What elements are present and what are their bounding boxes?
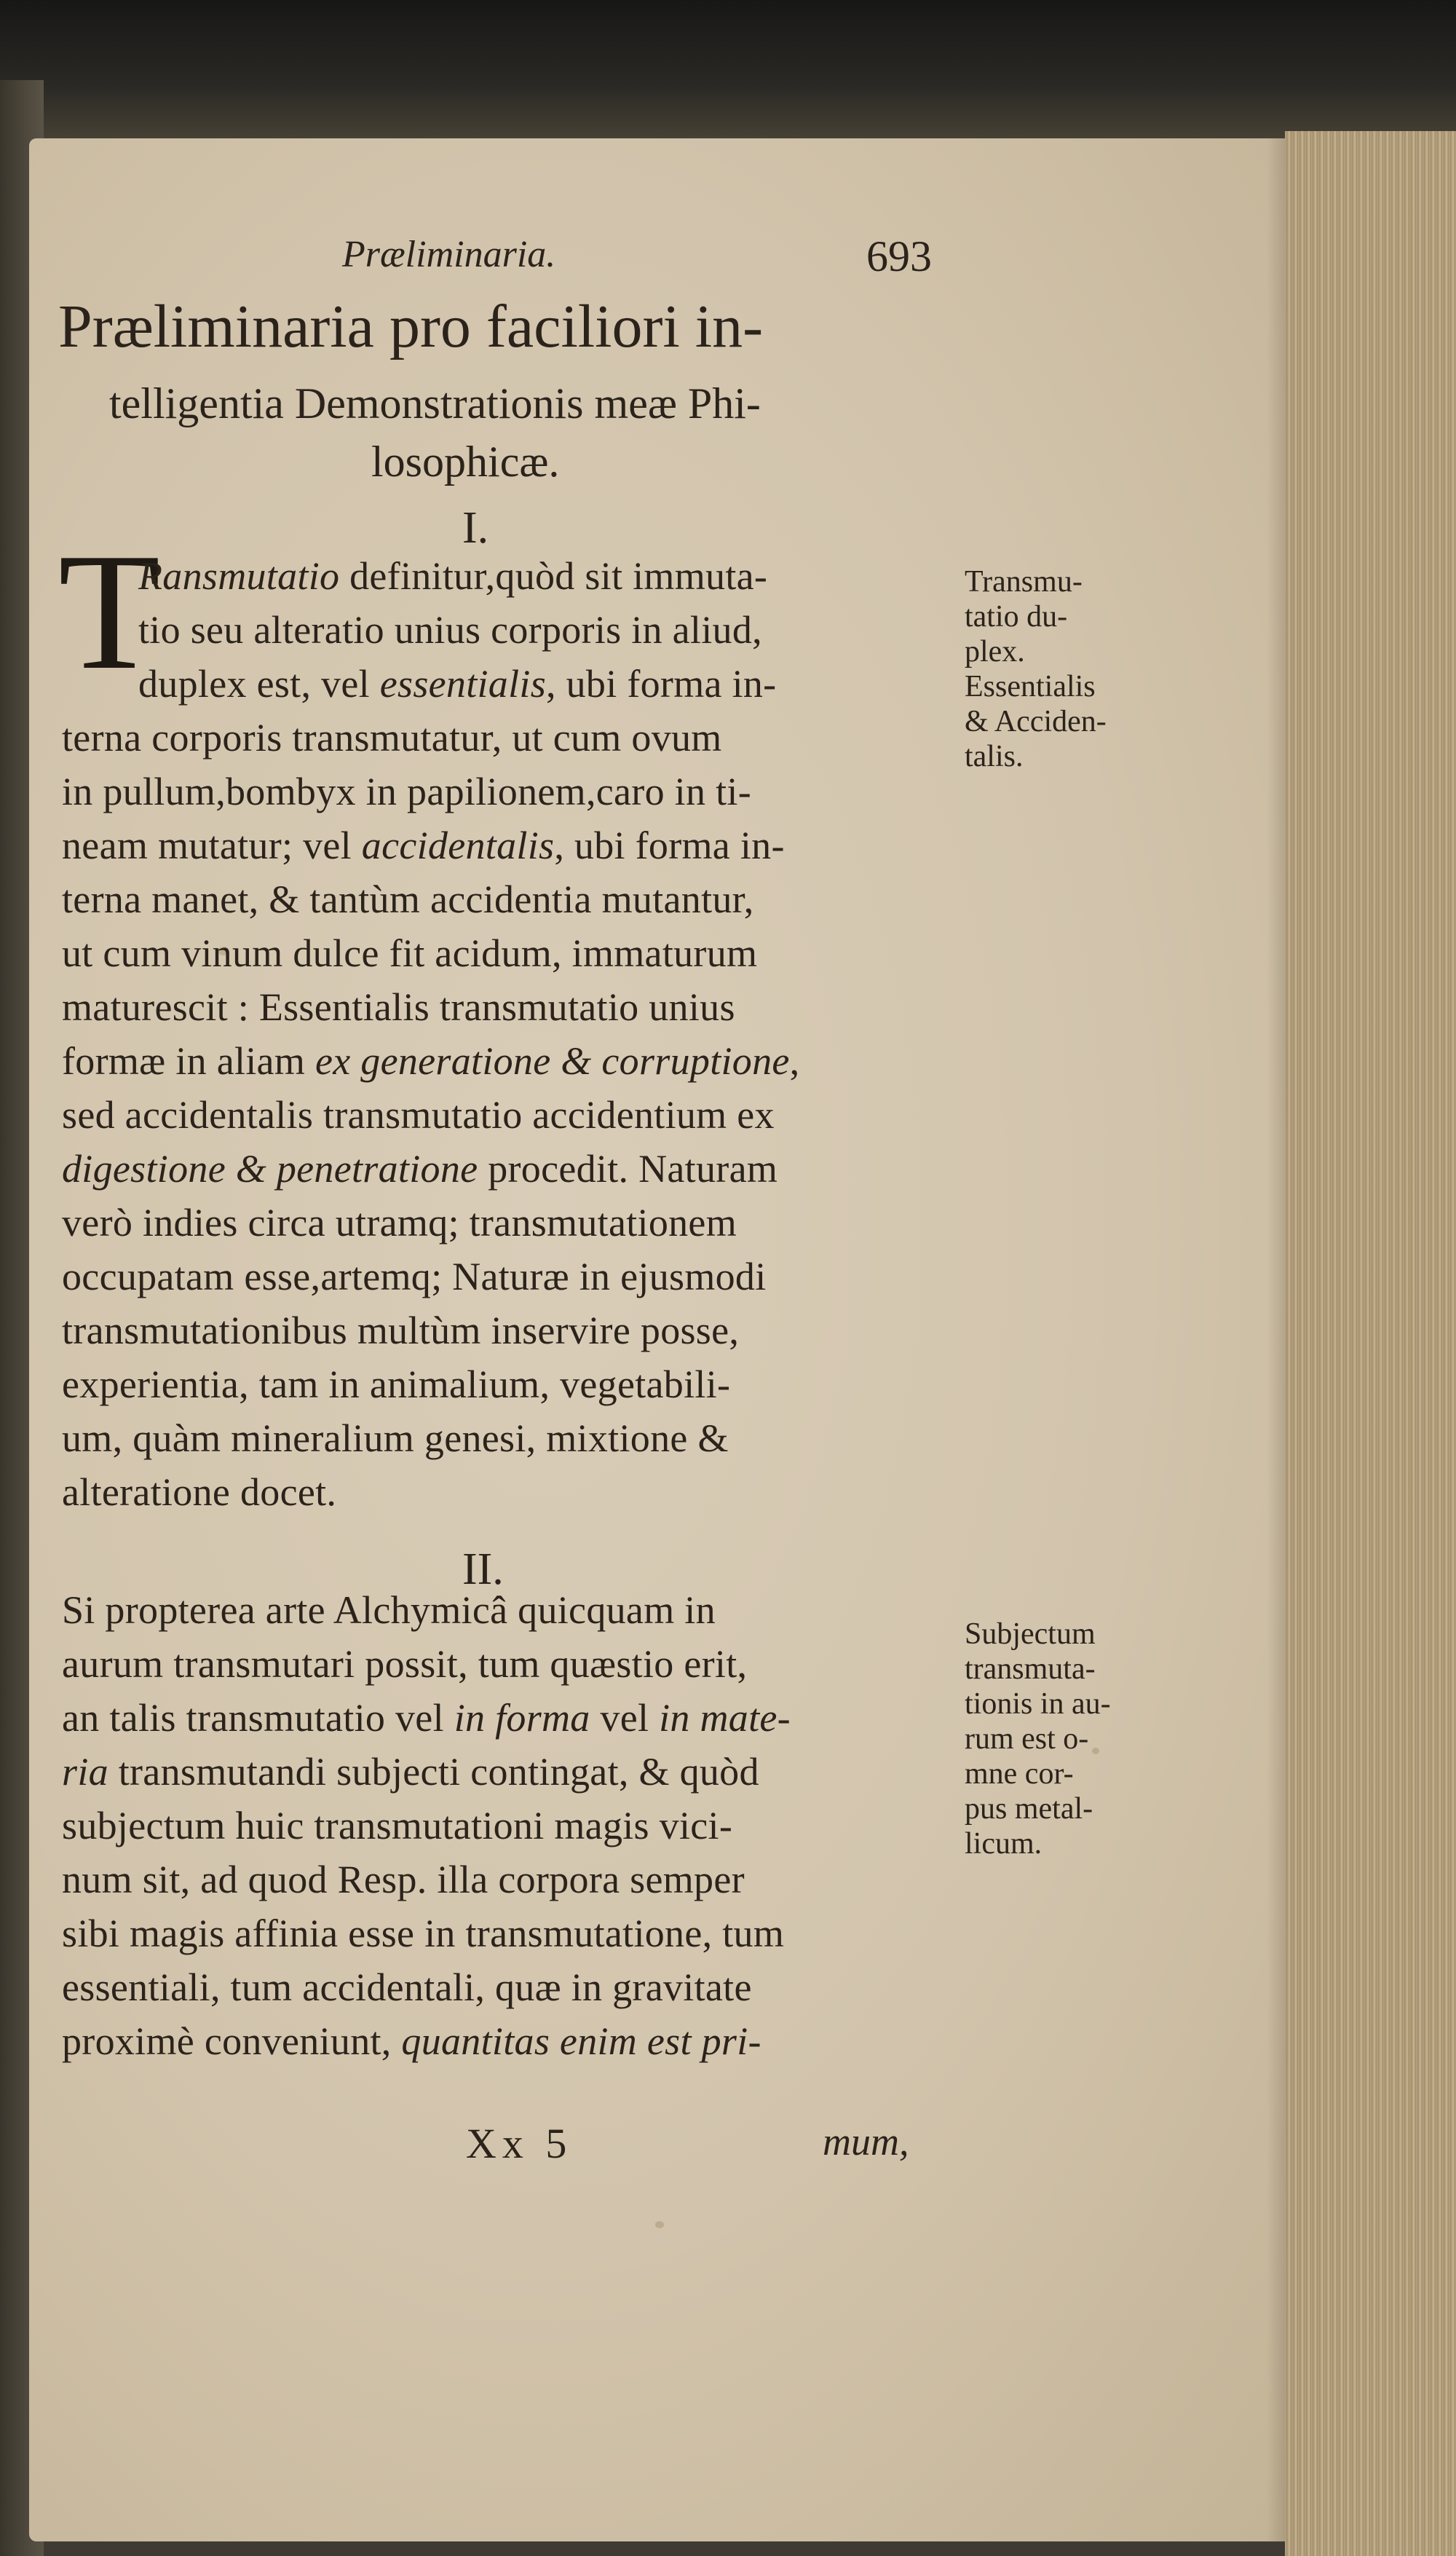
text-run: sibi magis affinia esse in transmutatione, tum bbox=[62, 1912, 785, 1955]
book-cover-top bbox=[0, 0, 1456, 153]
section-number-2: II. bbox=[462, 1545, 504, 1594]
margin-note-line: rum est o- bbox=[965, 1722, 1089, 1756]
text-run: essentiali, tum accidentali, quæ in gravitate bbox=[62, 1965, 752, 2009]
text-line bbox=[138, 553, 767, 599]
margin-note-line: Transmu- bbox=[965, 565, 1083, 599]
catchword: mum, bbox=[823, 2120, 909, 2163]
text-run: definitur,quòd sit immuta- bbox=[339, 554, 768, 598]
italic-run: essentialis bbox=[379, 662, 547, 706]
paper-stain bbox=[1092, 1748, 1099, 1754]
title-line-1: Præliminaria pro faciliori in- bbox=[58, 293, 764, 360]
text-line bbox=[138, 661, 776, 706]
text-run: ut cum vinum dulce fit acidum, immaturum bbox=[62, 931, 758, 975]
text-run: formæ in aliam bbox=[62, 1039, 315, 1083]
margin-note-line: talis. bbox=[965, 740, 1024, 773]
margin-note-line: & Acciden- bbox=[965, 705, 1107, 738]
text-run: neam mutatur; vel bbox=[62, 824, 362, 867]
text-line bbox=[62, 1038, 799, 1084]
italic-run: quantitas enim est pri- bbox=[401, 2019, 761, 2063]
text-line bbox=[62, 769, 751, 814]
italic-run: in mate- bbox=[659, 1696, 791, 1740]
text-run: transmutandi subjecti contingat, & quòd bbox=[108, 1750, 759, 1794]
margin-note-line: transmuta- bbox=[965, 1652, 1096, 1686]
running-title: Præliminaria. bbox=[342, 234, 556, 275]
margin-note-line: licum. bbox=[965, 1827, 1042, 1861]
text-run: verò indies circa utramq; transmutationem bbox=[62, 1201, 737, 1245]
text-line bbox=[62, 1200, 737, 1245]
text-run: duplex est, vel bbox=[138, 662, 380, 706]
text-run: subjectum huic transmutationi magis vici- bbox=[62, 1804, 733, 1847]
margin-note-line: Essentialis bbox=[965, 670, 1096, 703]
text-run: aurum transmutari possit, tum quæstio erit, bbox=[62, 1642, 748, 1686]
text-line bbox=[62, 1470, 336, 1515]
text-line bbox=[62, 1695, 791, 1740]
text-run: an talis transmutatio vel bbox=[62, 1696, 454, 1740]
section-number-1: I. bbox=[462, 503, 489, 553]
italic-run: digestione & penetratione bbox=[62, 1147, 478, 1191]
text-run: vel bbox=[590, 1696, 660, 1740]
text-line bbox=[62, 1416, 729, 1461]
title-line-3: losophicæ. bbox=[371, 438, 560, 486]
italic-run: accidentalis bbox=[361, 824, 555, 867]
text-run: num sit, ad quod Resp. illa corpora semper bbox=[62, 1858, 745, 1901]
text-line bbox=[62, 985, 735, 1030]
text-line bbox=[62, 1965, 752, 2010]
text-line bbox=[62, 2019, 761, 2064]
text-run: , bbox=[789, 1039, 800, 1083]
margin-note-line: Subjectum bbox=[965, 1617, 1096, 1651]
margin-note-line: tatio du- bbox=[965, 600, 1068, 634]
drop-cap-initial: T bbox=[58, 518, 161, 704]
text-run: procedit. Naturam bbox=[478, 1147, 778, 1191]
text-line bbox=[62, 1308, 739, 1353]
text-line bbox=[62, 1362, 730, 1407]
text-run: terna corporis transmutatur, ut cum ovum bbox=[62, 716, 722, 760]
text-run: um, quàm mineralium genesi, mixtione & bbox=[62, 1416, 729, 1460]
text-run: , ubi forma in- bbox=[546, 662, 777, 706]
text-run: , ubi forma in- bbox=[554, 824, 785, 867]
text-line bbox=[62, 1641, 747, 1687]
text-line bbox=[62, 823, 785, 868]
italic-run: ex generatione & corruptione bbox=[314, 1039, 790, 1083]
text-run: tio seu alteratio unius corporis in aliud, bbox=[138, 608, 762, 652]
text-run: maturescit : Essentialis transmutatio unius bbox=[62, 985, 735, 1029]
italic-run: Ransmutatio bbox=[138, 554, 340, 598]
margin-note-line: tionis in au- bbox=[965, 1687, 1111, 1721]
text-line bbox=[62, 1857, 745, 1902]
text-run: occupatam esse,artemq; Naturæ in ejusmodi bbox=[62, 1255, 767, 1298]
text-line bbox=[62, 1254, 767, 1299]
paper-stain bbox=[655, 2221, 664, 2228]
text-line bbox=[62, 1803, 732, 1848]
text-line bbox=[62, 715, 722, 760]
italic-run: in forma bbox=[454, 1696, 590, 1740]
margin-note-line: pus metal- bbox=[965, 1792, 1093, 1826]
margin-note-line: mne cor- bbox=[965, 1757, 1074, 1791]
text-run: sed accidentalis transmutatio accidentium ex bbox=[62, 1093, 775, 1137]
signature-mark: Xx 5 bbox=[466, 2120, 573, 2167]
text-run: transmutationibus multùm inservire posse, bbox=[62, 1309, 740, 1352]
text-line bbox=[62, 1911, 784, 1956]
text-line bbox=[62, 1587, 716, 1633]
italic-run: ria bbox=[62, 1750, 108, 1794]
text-line bbox=[62, 1146, 778, 1191]
page-number: 693 bbox=[866, 232, 932, 280]
text-run: terna manet, & tantùm accidentia mutantur, bbox=[62, 877, 754, 921]
text-line bbox=[62, 931, 757, 976]
text-run: in pullum,bombyx in papilionem,caro in ti- bbox=[62, 770, 751, 813]
text-run: Si propterea arte Alchymicâ quicquam in bbox=[62, 1588, 716, 1632]
text-run: experientia, tam in animalium, vegetabili- bbox=[62, 1362, 731, 1406]
title-line-2: telligentia Demonstrationis meæ Phi- bbox=[109, 379, 761, 427]
text-run: proximè conveniunt, bbox=[62, 2019, 402, 2063]
text-line bbox=[138, 607, 762, 652]
text-line bbox=[62, 877, 754, 922]
page-fore-edge bbox=[1285, 131, 1456, 2556]
margin-note-line: plex. bbox=[965, 635, 1025, 668]
text-run: alteratione docet. bbox=[62, 1470, 337, 1514]
text-line bbox=[62, 1092, 775, 1137]
text-line bbox=[62, 1749, 759, 1794]
